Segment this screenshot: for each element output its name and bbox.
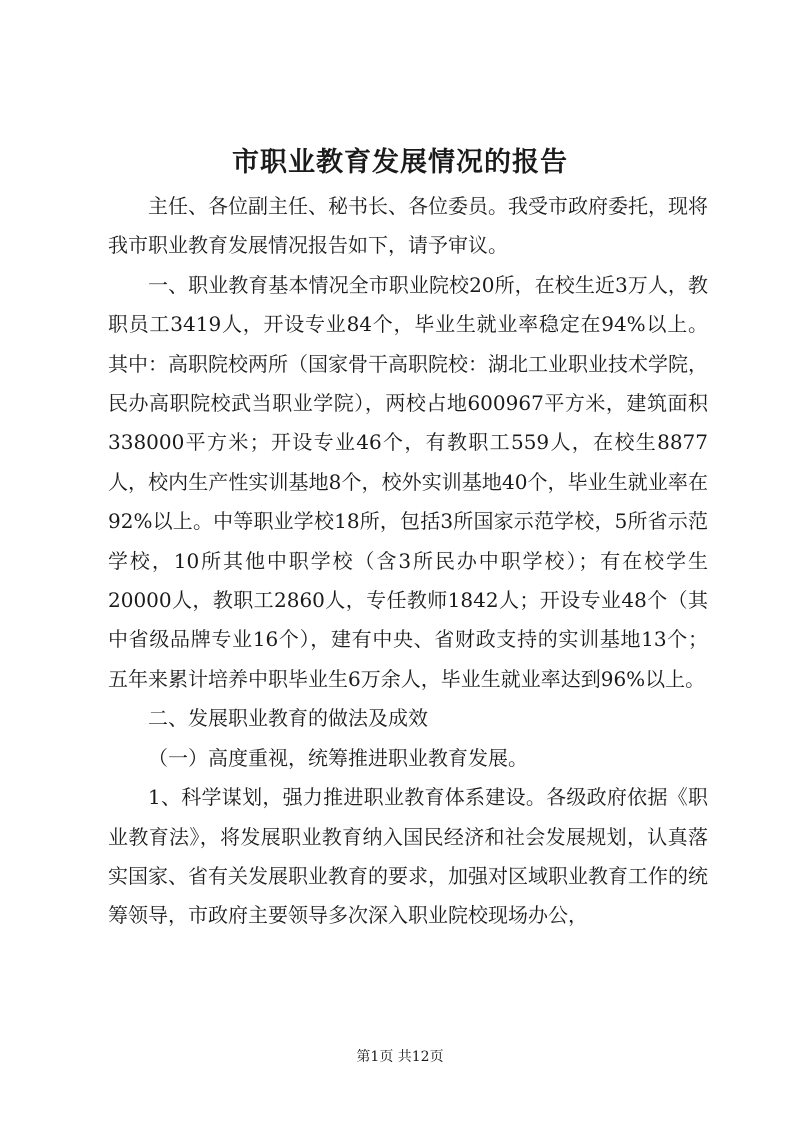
document-body (108, 187, 708, 936)
paragraph-basic-situation: 一、职业教育基本情况全市职业院校20所，在校生近3万人，教职员工3419人，开设专业84个，毕业生就业率稳定在94%以上。其中：高职院校两所（国家骨干高职院校：湖北工业职业技术学院，民办高职院校武当职业学院），两校占地600967平方米，建筑面积338000平方米；开设专业46个，有教职工559人，在校生8877人，校内生产性实训基地8个，校外实训基地40个，毕业生就业率在92%以上。中等职业学校18所，包括3所国家示范学校，5所省示范学校，10所其他中职学校（含3所民办中职学校）；有在校学生20000人，教职工2860人，专任教师1842人；开设专业48个（其中省级品牌专业16个），建有中央、省财政支持的实训基地13个；五年来累计培养中职毕业生6万余人，毕业生就业率达到96%以上。 (108, 272, 708, 691)
subsection-heading: （一）高度重视，统筹推进职业教育发展。 (148, 745, 528, 770)
paragraph-planning: 1、科学谋划，强力推进职业教育体系建设。各级政府依据《职业教育法》，将发展职业教育纳入国民经济和社会发展规划，认真落实国家、省有关发展职业教育的要求，加强对区域职业教育工作的统筹领导，市政府主要领导多次深入职业院校现场办公， (108, 785, 708, 928)
document-title: 市职业教育发展情况的报告 (232, 147, 568, 178)
paragraph-greeting: 主任、各位副主任、秘书长、各位委员。我受市政府委托，现将我市职业教育发展情况报告如下，请予审议。 (108, 194, 708, 258)
section-heading-practices: 二、发展职业教育的做法及成效 (148, 706, 428, 731)
page-footer: 第1页 共12页 (356, 1049, 444, 1065)
